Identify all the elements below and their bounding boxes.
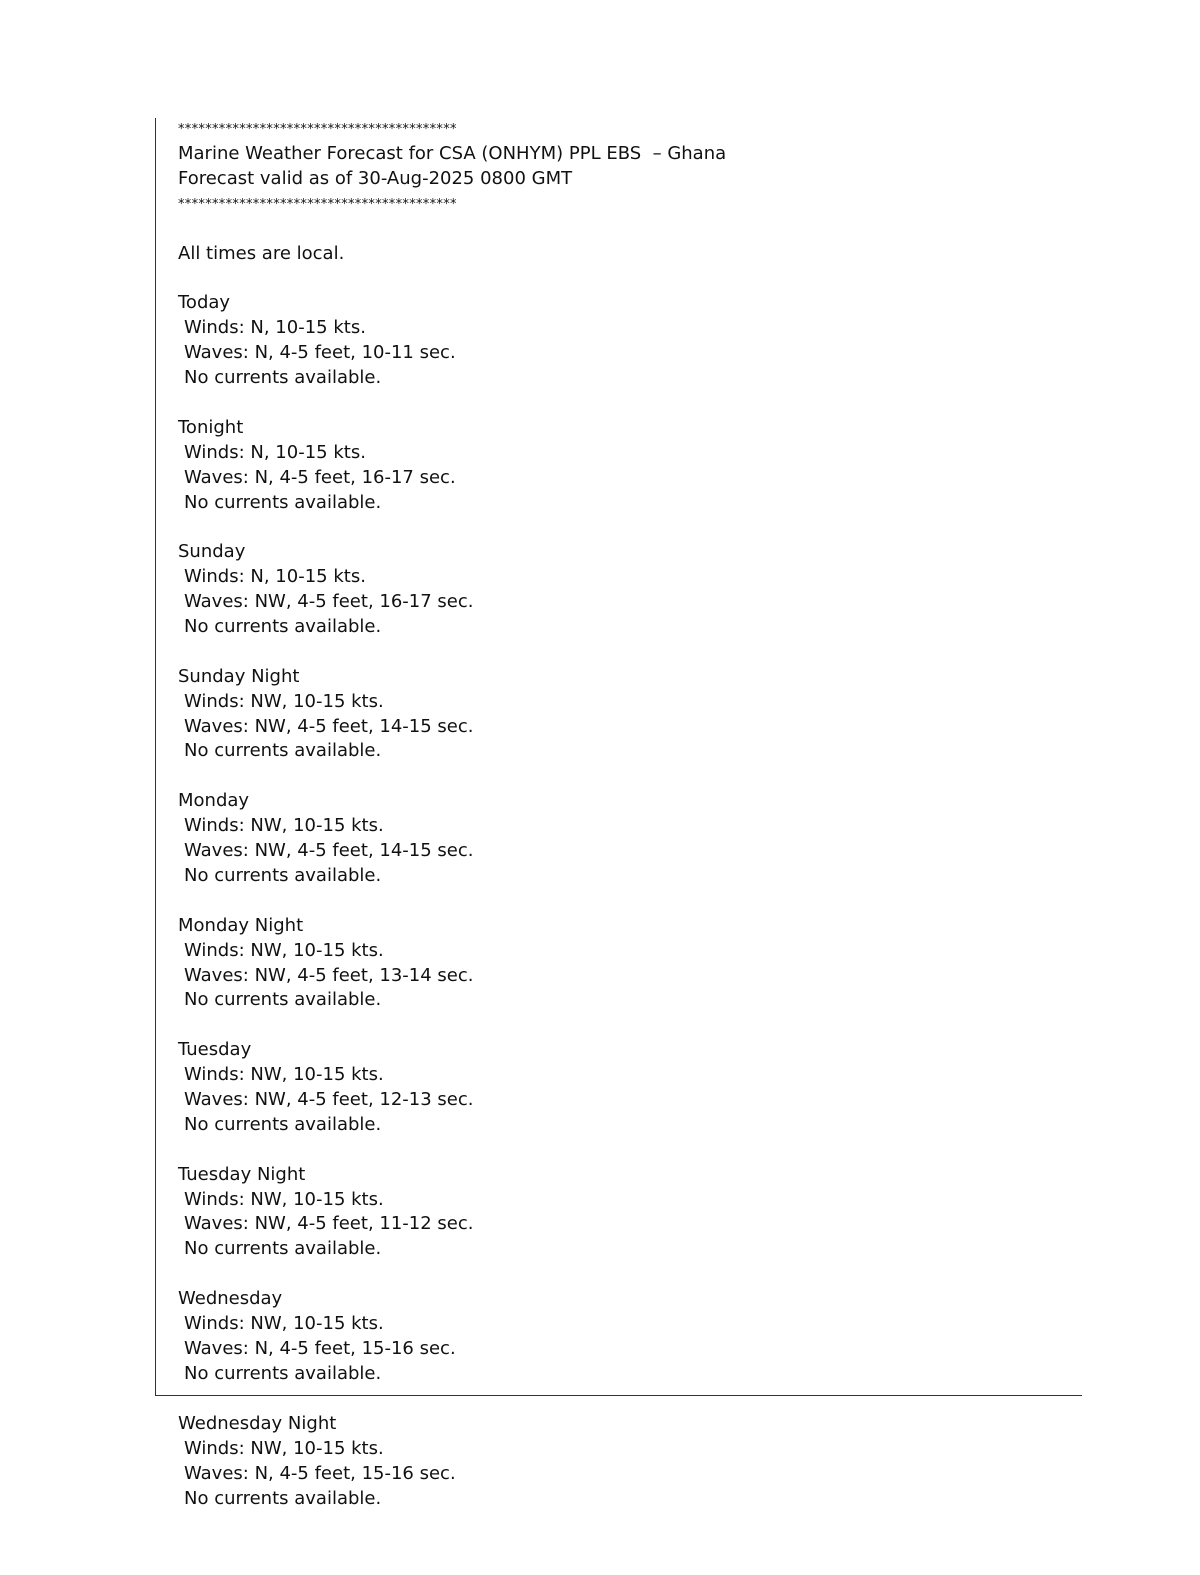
spacer — [178, 889, 1058, 914]
spacer — [178, 1138, 1058, 1163]
period-winds: Winds: NW, 10-15 kts. — [184, 1188, 384, 1210]
period-waves: Waves: NW, 4-5 feet, 12-13 sec. — [184, 1088, 474, 1110]
period-currents: No currents available. — [184, 740, 382, 762]
period-currents: No currents available. — [184, 1362, 382, 1384]
period-name: Monday Night — [178, 914, 304, 936]
period-name: Today — [178, 292, 231, 314]
period-winds: Winds: NW, 10-15 kts. — [184, 939, 384, 961]
period-name: Wednesday — [178, 1288, 283, 1310]
period-block — [178, 914, 1058, 1014]
period-currents: No currents available. — [184, 491, 382, 513]
period-currents: No currents available. — [184, 989, 382, 1011]
frame-bottom-border — [155, 1395, 1082, 1396]
period-winds: Winds: NW, 10-15 kts. — [184, 1312, 384, 1334]
period-waves: Waves: N, 4-5 feet, 15-16 sec. — [184, 1337, 456, 1359]
period-winds: Winds: N, 10-15 kts. — [184, 566, 366, 588]
forecast-valid-time: Forecast valid as of 30-Aug-2025 0800 GMT — [178, 167, 573, 189]
period-name: Sunday — [178, 541, 246, 563]
period-waves: Waves: N, 4-5 feet, 16-17 sec. — [184, 466, 456, 488]
period-block — [178, 416, 1058, 516]
forecast-document — [178, 117, 1058, 1387]
period-waves: Waves: N, 4-5 feet, 15-16 sec. — [184, 1462, 456, 1484]
period-waves: Waves: NW, 4-5 feet, 16-17 sec. — [184, 591, 474, 613]
period-block — [178, 291, 1058, 391]
period-waves: Waves: N, 4-5 feet, 10-11 sec. — [184, 342, 456, 364]
spacer — [178, 515, 1058, 540]
period-winds: Winds: NW, 10-15 kts. — [184, 1064, 384, 1086]
period-block — [178, 540, 1058, 640]
period-winds: Winds: N, 10-15 kts. — [184, 441, 366, 463]
period-block-after-frame — [178, 1412, 456, 1512]
period-winds: Winds: NW, 10-15 kts. — [184, 815, 384, 837]
period-name: Tonight — [178, 416, 244, 438]
period-waves: Waves: NW, 4-5 feet, 11-12 sec. — [184, 1213, 474, 1235]
period-name: Wednesday Night — [178, 1413, 337, 1434]
period-block — [178, 789, 1058, 889]
spacer — [178, 217, 1058, 242]
spacer — [178, 1262, 1058, 1287]
header-stars-bottom: ***************************************** — [178, 196, 457, 212]
period-waves: Waves: NW, 4-5 feet, 13-14 sec. — [184, 964, 474, 986]
spacer — [178, 1013, 1058, 1038]
spacer — [178, 267, 1058, 292]
period-block — [178, 1287, 1058, 1387]
period-currents: No currents available. — [184, 616, 382, 638]
period-currents: No currents available. — [184, 367, 382, 389]
forecast-title: Marine Weather Forecast for CSA (ONHYM) PPL EBS – Ghana — [178, 143, 727, 164]
period-block — [178, 665, 1058, 765]
period-name: Monday — [178, 790, 250, 812]
period-block — [178, 1163, 1058, 1263]
spacer — [178, 640, 1058, 665]
period-currents: No currents available. — [184, 864, 382, 886]
header-stars-top: ***************************************** — [178, 122, 457, 137]
period-waves: Waves: NW, 4-5 feet, 14-15 sec. — [184, 715, 474, 737]
spacer — [178, 764, 1058, 789]
period-block — [178, 1038, 1058, 1138]
period-winds: Winds: NW, 10-15 kts. — [184, 1437, 384, 1459]
times-note: All times are local. — [178, 242, 345, 264]
period-currents: No currents available. — [184, 1113, 382, 1135]
period-name: Tuesday — [178, 1039, 252, 1061]
period-currents: No currents available. — [184, 1487, 382, 1509]
period-waves: Waves: NW, 4-5 feet, 14-15 sec. — [184, 840, 474, 862]
spacer — [178, 391, 1058, 416]
period-currents: No currents available. — [184, 1238, 382, 1260]
period-winds: Winds: NW, 10-15 kts. — [184, 690, 384, 712]
period-name: Sunday Night — [178, 665, 300, 687]
period-name: Tuesday Night — [178, 1163, 306, 1185]
frame-left-border — [155, 118, 156, 1395]
period-winds: Winds: N, 10-15 kts. — [184, 317, 366, 339]
